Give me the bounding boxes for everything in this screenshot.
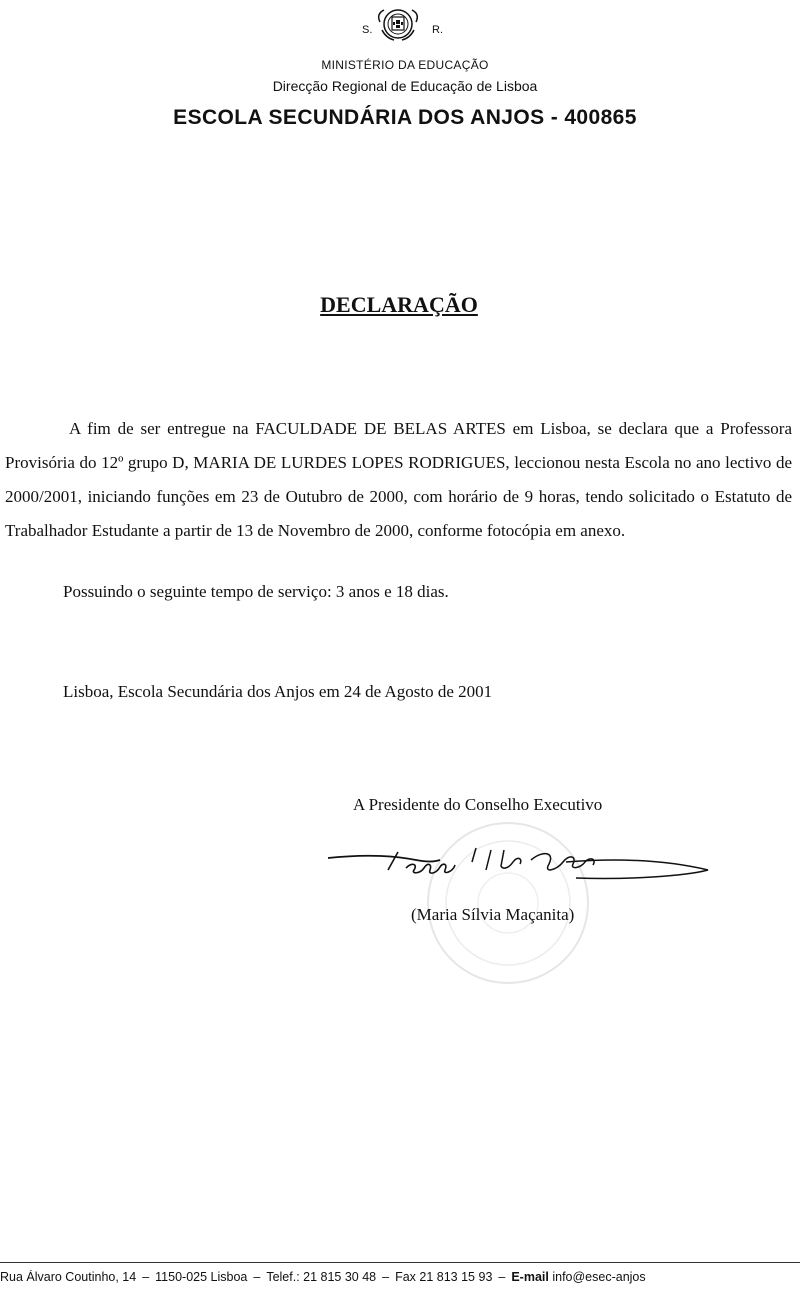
footer-email-label: E-mail [511, 1270, 549, 1284]
school-name: ESCOLA SECUNDÁRIA DOS ANJOS - 400865 [173, 106, 637, 129]
service-time-line: Possuindo o seguinte tempo de serviço: 3 anos e 18 dias. [63, 582, 449, 601]
place-and-date: Lisboa, Escola Secundária dos Anjos em 24 de Agosto de 2001 [63, 682, 493, 701]
coat-of-arms-icon [372, 4, 424, 44]
footer-contact [0, 1270, 800, 1284]
signatory-role: A Presidente do Conselho Executivo [353, 795, 603, 814]
document-title: DECLARAÇÃO [320, 292, 478, 317]
footer-postal: 1150-025 Lisboa [155, 1270, 248, 1284]
sr-right-label: R. [432, 24, 443, 36]
footer-fax: Fax 21 813 15 93 [395, 1270, 493, 1284]
footer-separator: – [382, 1270, 390, 1284]
signatory-name: (Maria Sílvia Maçanita) [411, 905, 575, 924]
footer-email[interactable]: info@esec-anjos [552, 1270, 646, 1284]
footer-divider [0, 1262, 800, 1263]
declaration-body [5, 412, 792, 548]
handwritten-signature [326, 840, 716, 890]
regional-directorate: Direcção Regional de Educação de Lisboa [272, 78, 538, 94]
declaration-paragraph: A fim de ser entregue na FACULDADE DE BELAS ARTES em Lisboa, se declara que a Professora Provisória do 12º grupo D, MARIA DE LURDES LOPES RODRIGUES, leccionou nesta Escola no ano lectivo de 2000/2001, iniciando funções em 23 de Outubro de 2000, com horário de 9 horas, tendo solicitado o Estatuto de Trabalhador Estudante a partir de 13 de Novembro de 2000, conforme fotocópia em anexo. [5, 419, 792, 540]
footer-separator: – [498, 1270, 506, 1284]
ministry-name: MINISTÉRIO DA EDUCAÇÃO [321, 58, 489, 72]
footer-phone: Telef.: 21 815 30 48 [266, 1270, 377, 1284]
sr-left-label: S. [362, 24, 373, 36]
footer-separator: – [253, 1270, 261, 1284]
footer-separator: – [142, 1270, 150, 1284]
footer-address: Rua Álvaro Coutinho, 14 [0, 1270, 137, 1284]
